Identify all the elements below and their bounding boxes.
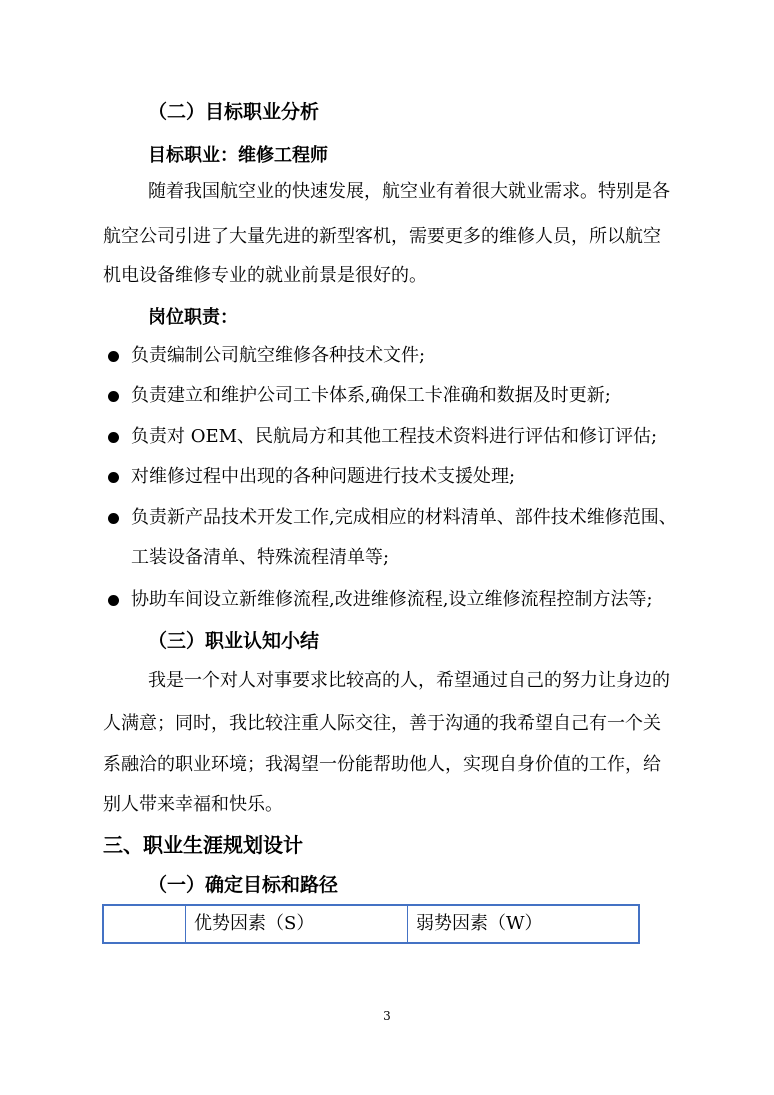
list-item: 负责编制公司航空维修各种技术文件; (131, 345, 426, 366)
list-item: 对维修过程中出现的各种问题进行技术支援处理; (131, 466, 516, 487)
bullet-icon (108, 472, 119, 483)
paragraph-line: 系融洽的职业环境；我渴望一份能帮助他人，实现自身价值的工作，给 (103, 754, 661, 775)
swot-table (102, 904, 640, 944)
paragraph-line: 人满意；同时，我比较注重人际交往，善于沟通的我希望自己有一个关 (103, 713, 661, 734)
section-heading-target-career-analysis: （二）目标职业分析 (148, 101, 320, 123)
bullet-icon (108, 391, 119, 402)
duties-heading: 岗位职责： (148, 307, 238, 328)
target-job-label: 目标职业：维修工程师 (148, 145, 328, 166)
section-heading-career-cognition-summary: （三）职业认知小结 (148, 630, 320, 652)
bullet-icon (108, 595, 119, 606)
section-heading-career-planning-design: 三、职业生涯规划设计 (103, 833, 303, 857)
table-header-strengths: 优势因素（S） (186, 906, 408, 942)
sub-heading-determine-goals-and-paths: （一）确定目标和路径 (148, 874, 339, 896)
list-item: 负责对 OEM、民航局方和其他工程技术资料进行评估和修订评估; (131, 426, 658, 447)
list-item: 负责建立和维护公司工卡体系,确保工卡准确和数据及时更新; (131, 385, 611, 406)
page-number: 3 (383, 1009, 391, 1023)
list-item: 协助车间设立新维修流程,改进维修流程,设立维修流程控制方法等; (131, 589, 653, 610)
paragraph-line: 我是一个对人对事要求比较高的人，希望通过自己的努力让身边的 (148, 670, 670, 691)
paragraph-line: 机电设备维修专业的就业前景是很好的。 (103, 265, 427, 286)
table-header-weaknesses: 弱势因素（W） (416, 913, 543, 934)
list-item-continuation: 工装设备清单、特殊流程清单等; (131, 547, 390, 568)
bullet-icon (108, 432, 119, 443)
table-cell-empty (104, 906, 186, 942)
paragraph-line: 别人带来幸福和快乐。 (103, 794, 283, 815)
bullet-icon (108, 513, 119, 524)
paragraph-line: 随着我国航空业的快速发展，航空业有着很大就业需求。特别是各 (148, 181, 670, 202)
list-item: 负责新产品技术开发工作,完成相应的材料清单、部件技术维修范围、 (131, 507, 677, 528)
paragraph-line: 航空公司引进了大量先进的新型客机，需要更多的维修人员，所以航空 (103, 226, 661, 247)
bullet-icon (108, 351, 119, 362)
